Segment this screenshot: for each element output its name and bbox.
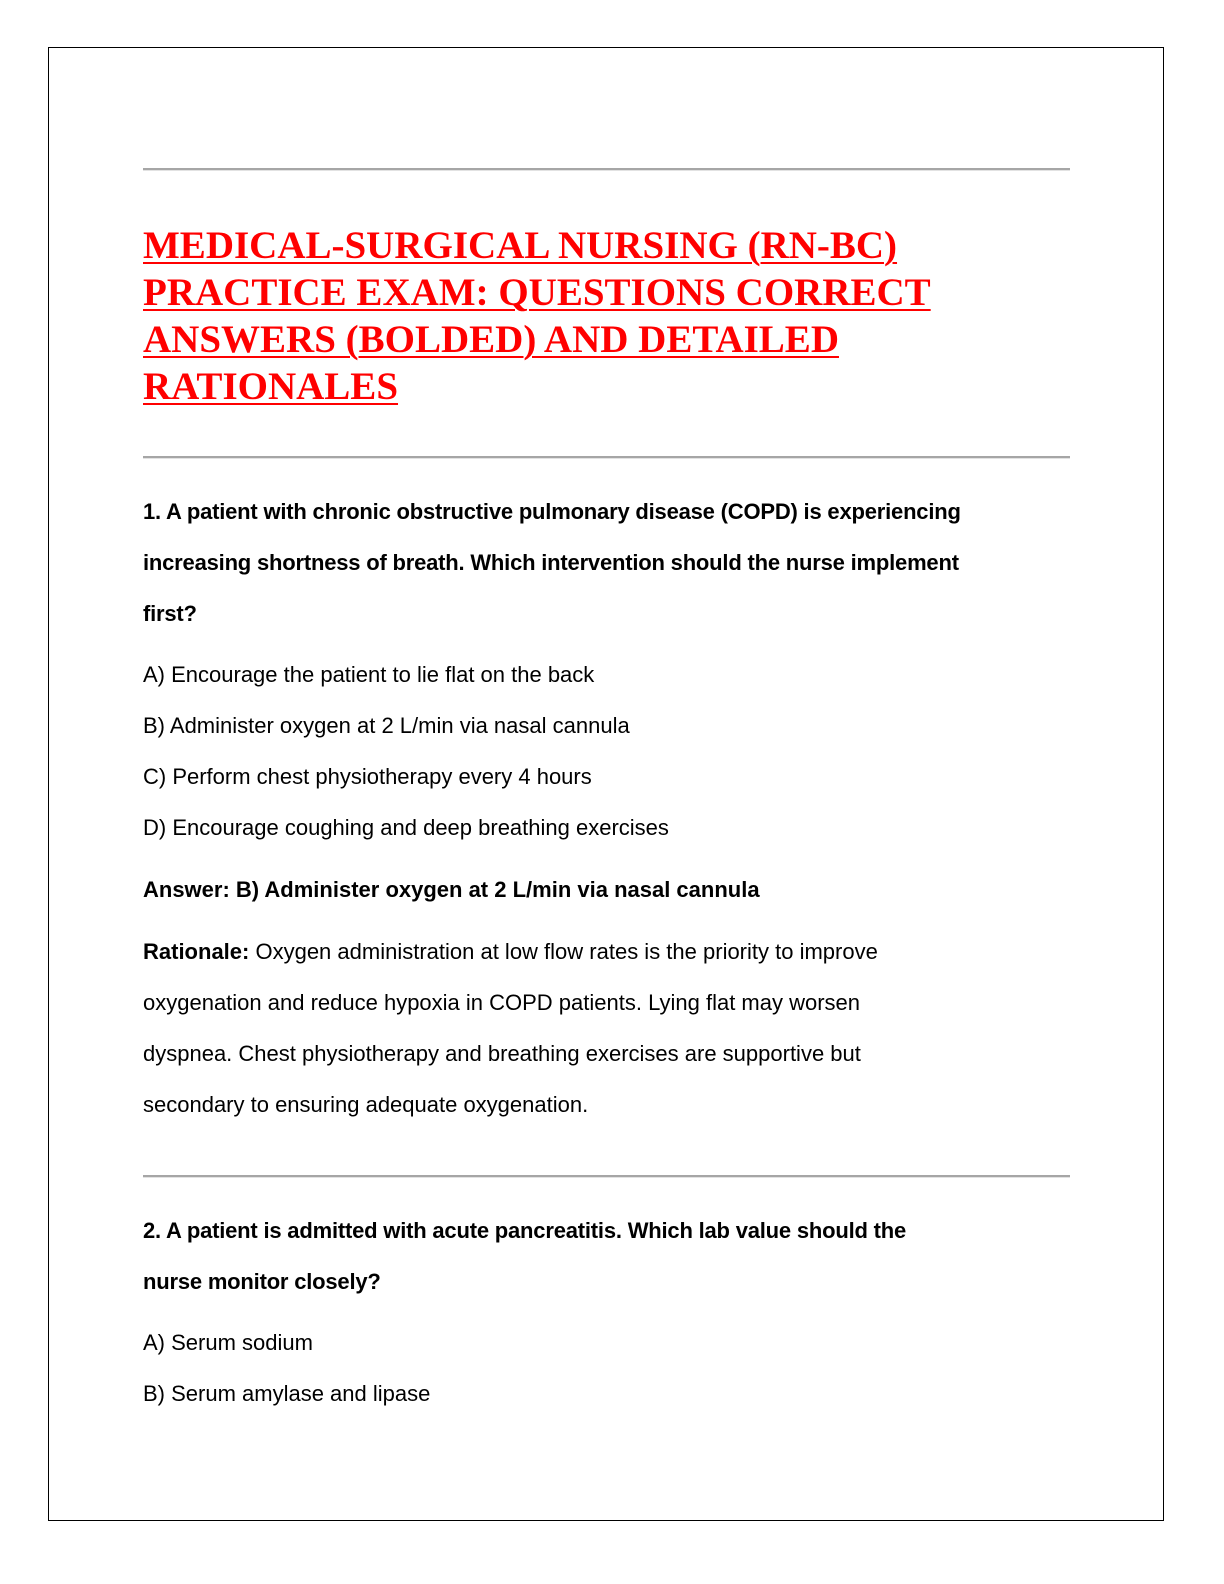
- question-2-block: [143, 1205, 1083, 1419]
- option-b: B) Serum amylase and lipase: [143, 1381, 431, 1406]
- rationale-line: secondary to ensuring adequate oxygenation.: [143, 1092, 589, 1117]
- question-line: 2. A patient is admitted with acute pancreatitis. Which lab value should the: [143, 1218, 907, 1243]
- title-line-text: MEDICAL-SURGICAL NURSING (RN-BC): [143, 224, 898, 267]
- title-line: [143, 363, 1083, 410]
- title-line: [143, 222, 1083, 269]
- option-b: B) Administer oxygen at 2 L/min via nasal cannula: [143, 713, 630, 738]
- question-2-options: [143, 1317, 1083, 1419]
- question-1-text: [143, 486, 1083, 639]
- question-1-block: [143, 486, 1083, 1130]
- question-line: 1. A patient with chronic obstructive pulmonary disease (COPD) is experiencing: [143, 499, 961, 524]
- title-line-text: PRACTICE EXAM: QUESTIONS CORRECT: [143, 271, 931, 314]
- question-1-options: [143, 649, 1083, 853]
- rationale-label: Rationale:: [143, 939, 250, 964]
- rationale-line: dyspnea. Chest physiotherapy and breathing exercises are supportive but: [143, 1041, 861, 1066]
- question-1-answer: Answer: B) Administer oxygen at 2 L/min via nasal cannula: [143, 877, 760, 902]
- rationale-line: [143, 926, 1083, 977]
- question-2-text: [143, 1205, 1083, 1307]
- rationale-text: Oxygen administration at low flow rates is the priority to improve: [249, 939, 878, 964]
- title-line-text: ANSWERS (BOLDED) AND DETAILED: [143, 318, 839, 361]
- option-c: C) Perform chest physiotherapy every 4 hours: [143, 764, 592, 789]
- horizontal-rule-after-title: [143, 456, 1070, 459]
- title-line: [143, 269, 1083, 316]
- option-a: A) Encourage the patient to lie flat on the back: [143, 662, 595, 687]
- option-d: D) Encourage coughing and deep breathing exercises: [143, 815, 669, 840]
- question-1-rationale: [143, 926, 1083, 1130]
- option-a: A) Serum sodium: [143, 1330, 313, 1355]
- question-line: first?: [143, 601, 197, 626]
- document-title: [143, 222, 1083, 410]
- horizontal-rule-top: [143, 168, 1070, 171]
- horizontal-rule-between-questions: [143, 1175, 1070, 1178]
- title-line-text: RATIONALES: [143, 365, 399, 408]
- rationale-line: oxygenation and reduce hypoxia in COPD patients. Lying flat may worsen: [143, 990, 861, 1015]
- question-line: nurse monitor closely?: [143, 1269, 381, 1294]
- question-line: increasing shortness of breath. Which intervention should the nurse implement: [143, 550, 959, 575]
- title-line: [143, 316, 1083, 363]
